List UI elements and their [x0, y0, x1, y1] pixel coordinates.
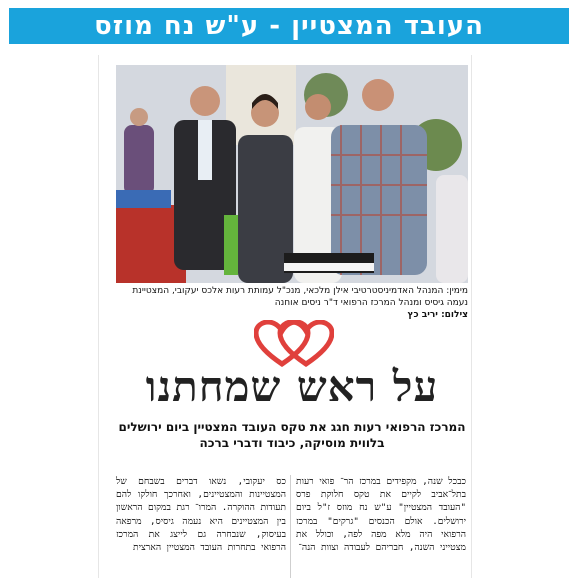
photo-credit: צילום: יריב כץ [407, 310, 468, 320]
article-photo [116, 65, 468, 283]
newspaper-page [98, 55, 472, 578]
article-column-right: כבכל שנה, מקפידים במרכז הר־ פואי רעות בתל־אביב לקיים את טקס חלוקת פרס "העובד המצטיין" ע"ש נח מוזס ז"ל ביום ירושלים. אולם הכנסים "גרקים" במרכז הרפואי היה מלא מפה לפה, וכולל את מצטייני השנה, חבריהם לעבודה וצוות הנה־ [296, 476, 466, 554]
section-banner [9, 8, 569, 44]
group-photo-illustration [116, 65, 468, 283]
column-divider [290, 475, 291, 578]
photo-caption [116, 285, 468, 321]
article-headline: על ראש שמחתנו [145, 362, 439, 411]
article-subhead: המרכז הרפואי רעות חגג את טקס העובד המצטיין ביום ירושלים בלווית מוסיקה, כיבוד ודברי ברכה [118, 420, 466, 450]
article-column-left: כס יעקובי, נשאו דברים בשבחם של המצטיינות והמצטיינים, ואחרכך חולקו להם תעודות ההוקרה. המרו־ רגת במקום הראשון בין המצטיינים היא נעמה גיסיס, מרפאה בעיסוק, שנבחרה גם לייצג את המרכז הרפואי בתחרות העובד המצטיין הארצית [116, 476, 286, 554]
banner-title: העובד המצטיין - ע"ש נח מוזס [94, 11, 484, 41]
caption-text: מימין: המנהל האדמיניסטרטיבי אילן מלכאי, מנכ"ל עמותת רעות אלכס יעקובי, המצטיינת נעמה גיסיס ומנהל המרכז הרפואי ד"ר ניסים אוחנה [132, 286, 468, 308]
